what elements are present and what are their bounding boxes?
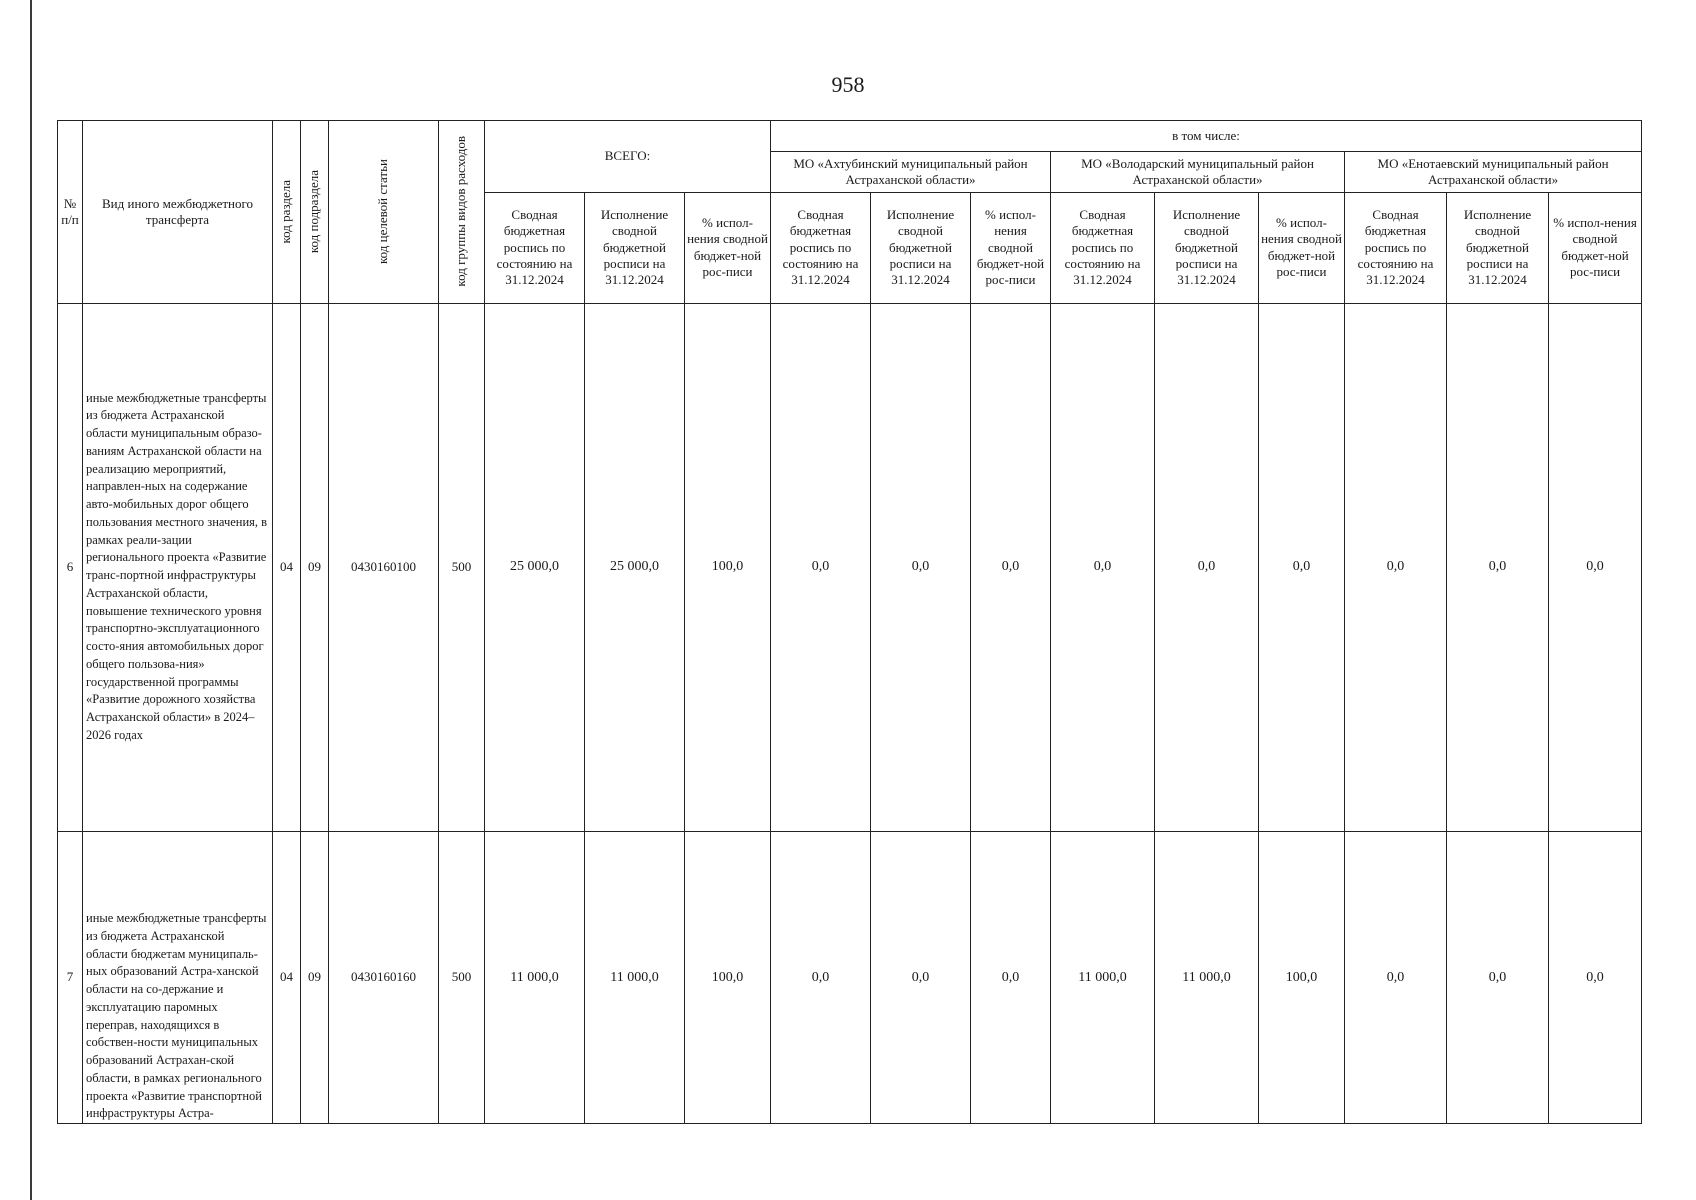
cell-mo3-percent: 0,0 (1549, 303, 1642, 831)
cell-mo2-percent: 100,0 (1259, 831, 1345, 1123)
header-mo3-percent: % испол-нения сводной бюджет-ной рос-писи (1549, 192, 1642, 303)
row-group: 500 (439, 831, 485, 1123)
header-mo1-percent: % испол-нения сводной бюджет-ной рос-писи (971, 192, 1051, 303)
header-mo2-plan: Сводная бюджетная роспись по состоянию на 31.12.2024 (1051, 192, 1155, 303)
cell-mo3-percent: 0,0 (1549, 831, 1642, 1123)
row-target: 0430160160 (329, 831, 439, 1123)
table-row (58, 303, 1642, 831)
cell-mo1-percent: 0,0 (971, 303, 1051, 831)
cell-mo2-execution: 0,0 (1155, 303, 1259, 831)
header-mo1-execution: Исполнение сводной бюджетной росписи на 31.12.2024 (871, 192, 971, 303)
cell-mo3-execution: 0,0 (1447, 303, 1549, 831)
cell-mo1-execution: 0,0 (871, 831, 971, 1123)
cell-total-percent: 100,0 (685, 831, 771, 1123)
header-total-execution: Исполнение сводной бюджетной росписи на 31.12.2024 (585, 192, 685, 303)
header-section-code: код раздела (273, 121, 301, 304)
cell-mo3-plan: 0,0 (1345, 303, 1447, 831)
cell-mo2-percent: 0,0 (1259, 303, 1345, 831)
row-subsection: 09 (301, 831, 329, 1123)
page-number: 958 (831, 72, 865, 97)
cell-mo2-plan: 0,0 (1051, 303, 1155, 831)
cell-total-execution: 25 000,0 (585, 303, 685, 831)
cell-mo3-plan: 0,0 (1345, 831, 1447, 1123)
cell-mo3-execution: 0,0 (1447, 831, 1549, 1123)
scan-edge-line (30, 0, 32, 1200)
budget-table (57, 120, 1642, 1124)
cell-mo2-execution: 11 000,0 (1155, 831, 1259, 1123)
cell-total-execution: 11 000,0 (585, 831, 685, 1123)
header-mo2-execution: Исполнение сводной бюджетной росписи на 31.12.2024 (1155, 192, 1259, 303)
cell-mo2-plan: 11 000,0 (1051, 831, 1155, 1123)
header-expense-group-code: код группы видов расходов (439, 121, 485, 304)
header-mo3-execution: Исполнение сводной бюджетной росписи на 31.12.2024 (1447, 192, 1549, 303)
row-description: иные межбюджетные трансферты из бюджета Астраханской области муниципальным образо-ваниям Астраханской области на реализацию мероприятий, направлен-ных на содержание авто-мобильных дорог общего пользования местного значения, в рамках реали-зации регионального проекта «Развитие транс-портной инфраструктуры Астраханской области, повышение технического уровня транспортно-эксплуатационного состо-яния автомобильных дорог общего пользова-ния» государственной программы «Развитие дорожного хозяйства Астраханской области» в 2024–2026 годах (83, 303, 273, 831)
cell-mo1-plan: 0,0 (771, 303, 871, 831)
cell-total-percent: 100,0 (685, 303, 771, 831)
cell-total-plan: 25 000,0 (485, 303, 585, 831)
header-target-code: код целевой статьи (329, 121, 439, 304)
header-total-plan: Сводная бюджетная роспись по состоянию на 31.12.2024 (485, 192, 585, 303)
row-num: 7 (58, 831, 83, 1123)
row-section: 04 (273, 831, 301, 1123)
row-description: иные межбюджетные трансферты из бюджета Астраханской области бюджетам муниципаль-ных образований Астра-ханской области на со-держание и эксплуатацию паромных переправ, находящихся в собствен-ности муниципальных образований Астрахан-ской области, в рамках регионального проекта «Развитие транспортной инфраструктуры Астра- (83, 831, 273, 1123)
header-transfer-type: Вид иного межбюджетного трансферта (83, 121, 273, 304)
header-row-1 (58, 121, 1642, 152)
cell-mo1-execution: 0,0 (871, 303, 971, 831)
table-row (58, 831, 1642, 1123)
row-subsection: 09 (301, 303, 329, 831)
header-total-percent: % испол-нения сводной бюджет-ной рос-писи (685, 192, 771, 303)
row-target: 0430160100 (329, 303, 439, 831)
header-mo3-plan: Сводная бюджетная роспись по состоянию на 31.12.2024 (1345, 192, 1447, 303)
row-section: 04 (273, 303, 301, 831)
cell-mo1-percent: 0,0 (971, 831, 1051, 1123)
header-subsection-code: код подраздела (301, 121, 329, 304)
header-mo-enotaevsky: МО «Енотаевский муниципальный район Астраханской области» (1345, 151, 1642, 192)
header-including: в том числе: (771, 121, 1642, 152)
header-num: № п/п (58, 121, 83, 304)
row-group: 500 (439, 303, 485, 831)
header-total: ВСЕГО: (485, 121, 771, 193)
row-num: 6 (58, 303, 83, 831)
header-mo-akhtubinsky: МО «Ахтубинский муниципальный район Астраханской области» (771, 151, 1051, 192)
cell-total-plan: 11 000,0 (485, 831, 585, 1123)
header-mo1-plan: Сводная бюджетная роспись по состоянию на 31.12.2024 (771, 192, 871, 303)
header-mo2-percent: % испол-нения сводной бюджет-ной рос-писи (1259, 192, 1345, 303)
cell-mo1-plan: 0,0 (771, 831, 871, 1123)
header-mo-volodarsky: МО «Володарский муниципальный район Астраханской области» (1051, 151, 1345, 192)
